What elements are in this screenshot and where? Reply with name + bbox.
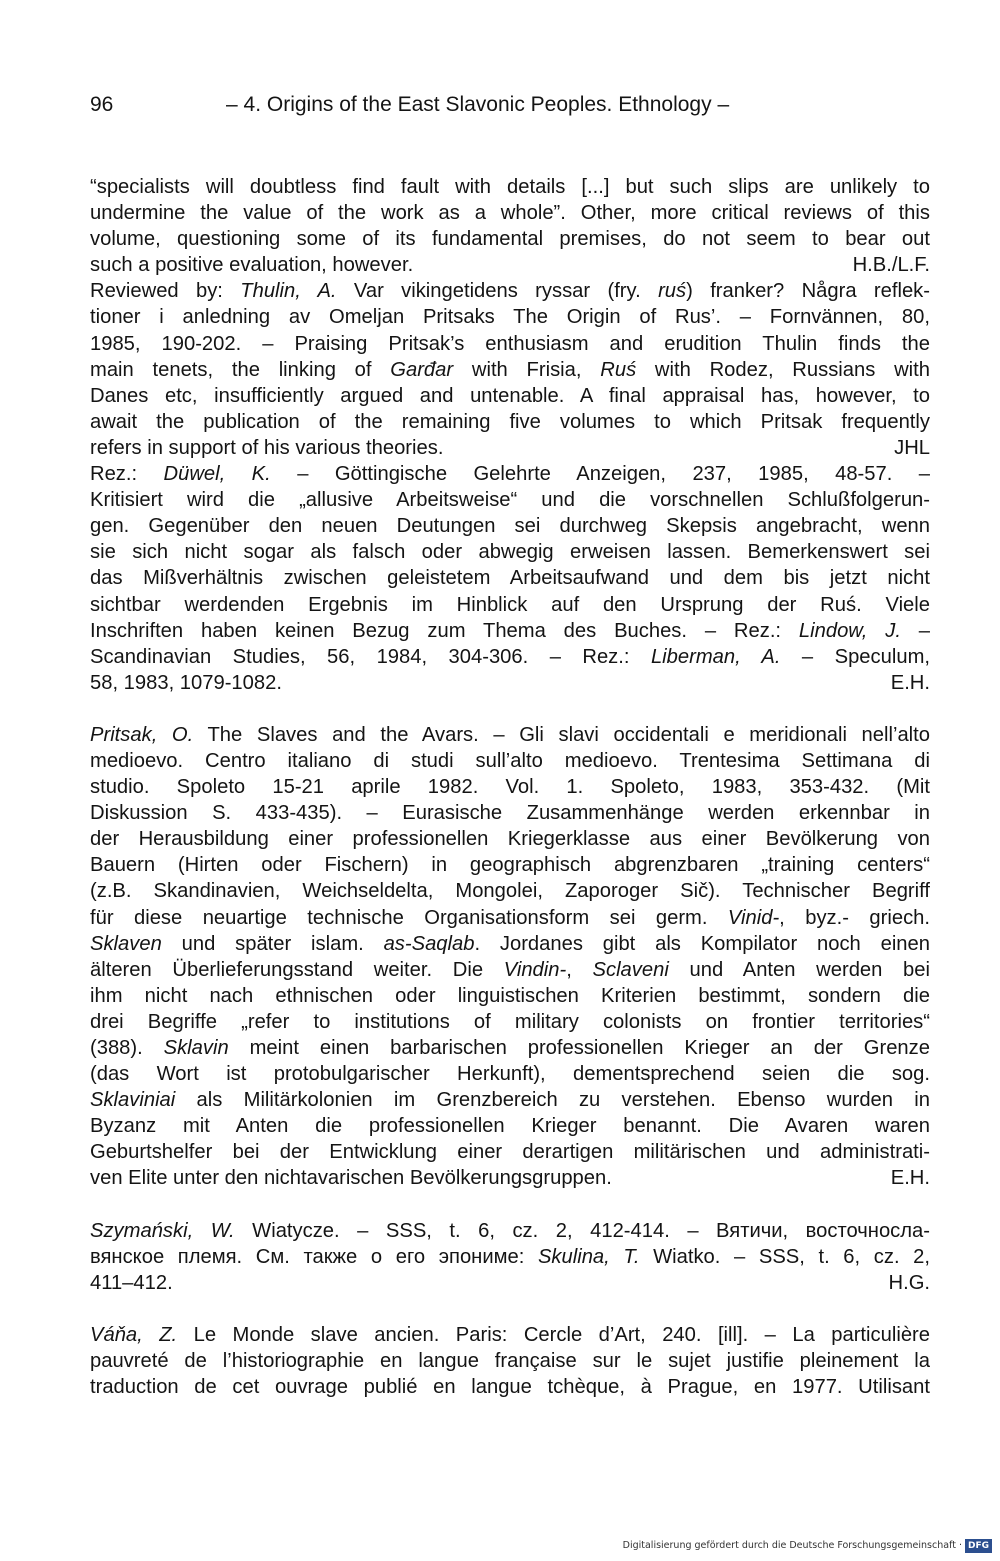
text-line xyxy=(90,722,930,748)
text-line xyxy=(90,618,930,644)
reviewer-name: Düwel, K. xyxy=(163,463,271,486)
author-name: Szymański, W. xyxy=(90,1219,235,1242)
text-line xyxy=(90,1244,930,1270)
text-line: drei Begriffe „refer to institutions of military colonists on frontier territories“ xyxy=(90,1010,930,1033)
text-line: Danes etc, insufficiently argued and untenable. A final appraisal has, however, to xyxy=(90,384,930,407)
text-line: ihm nicht nach ethnischen oder linguistischen Kriterien bestimmt, sondern die xyxy=(90,984,930,1007)
text-line: Byzanz mit Anten die professionellen Krieger benannt. Die Avaren waren xyxy=(90,1115,930,1138)
text-line: undermine the value of the work as a whole”. Other, more critical reviews of this xyxy=(90,202,930,225)
text-line xyxy=(90,357,930,383)
text-line xyxy=(90,905,930,931)
reviewer-initials: H.B./L.F. xyxy=(852,254,930,277)
text-line xyxy=(90,461,930,487)
text-fragment: Le Monde slave ancien. Paris: Cercle d’Art, 240. [ill]. – La particulière xyxy=(177,1323,930,1346)
text-fragment: meint einen barbarischen professionellen Krieger an der Grenze xyxy=(228,1037,930,1059)
bibliography-entry-szymanski-wiatycze xyxy=(90,1218,930,1296)
text-line: pauvreté de l’historiographie en langue française sur le sujet justifie pleinement la xyxy=(90,1349,930,1372)
text-fragment: als Militärkolonien im Grenzbereich zu verstehen. Ebenso wurden in xyxy=(175,1089,930,1112)
text-line: gen. Gegenüber den neuen Deutungen sei durchweg Skepsis angebracht, wenn xyxy=(90,515,930,538)
italic-term: Ruś xyxy=(600,358,637,381)
text-line: sie sich nicht sogar als falsch oder abwegig erweisen lassen. Bemerkenswert sei xyxy=(90,541,930,564)
author-name: Skulina, T. xyxy=(537,1245,640,1268)
text-line: der Herausbildung einer professionellen Kriegerklasse aus einer Bevölkerung von xyxy=(90,828,930,851)
text-line: (z.B. Skandinavien, Weichseldelta, Mongolei, Zaporoger Sič). Technischer Begriff xyxy=(90,880,930,903)
italic-term: Sclaveni xyxy=(592,958,669,981)
text-line: medioevo. Centro italiano di studi sull’alto medioevo. Trentesima Settimana di xyxy=(90,749,930,772)
text-fragment: Inschriften haben keinen Bezug zum Thema des Buches. – Rez.: xyxy=(90,619,799,642)
text-line: (das Wort ist protobulgarischer Herkunft), dementsprechend seien die sog. xyxy=(90,1063,930,1086)
text-fragment: Rez.: xyxy=(90,463,164,486)
digitization-footer xyxy=(623,1539,992,1553)
text-line xyxy=(90,1035,930,1061)
text-line: “specialists will doubtless find fault with details [...] but such slips are unlikely to xyxy=(90,176,930,198)
running-title: – 4. Origins of the East Slavonic Peoples. Ethnology – xyxy=(226,93,730,116)
text-fragment: Wiatko. – SSS, t. 6, cz. 2, xyxy=(639,1245,930,1268)
text-fragment: – Speculum, xyxy=(780,645,930,668)
author-name: Váňa, Z. xyxy=(90,1323,178,1346)
text-fragment: Var vikingetidens ryssar (fry. xyxy=(336,280,659,303)
text-line xyxy=(90,1165,930,1191)
text-line xyxy=(90,278,930,304)
text-fragment: вянское племя. См. также о его эпониме: xyxy=(90,1245,538,1268)
italic-term: Sklaviniai xyxy=(90,1089,176,1112)
text-line xyxy=(90,435,930,461)
reviewer-initials: H.G. xyxy=(888,1271,930,1294)
text-fragment: für diese neuartige technische Organisationsform sei germ. xyxy=(90,906,728,929)
text-fragment: with Rodez, Russians with xyxy=(636,358,930,381)
text-line: Bauern (Hirten oder Fischern) in geographisch abgrenzbaren „training centers“ xyxy=(90,854,930,877)
italic-term: Sklaven xyxy=(90,932,162,955)
text-fragment: , xyxy=(566,958,593,981)
text-line xyxy=(90,644,930,670)
text-fragment: The Slaves and the Avars. – Gli slavi occidentali e meridionali nell’alto xyxy=(193,723,930,746)
text-fragment: Wiatycze. – SSS, t. 6, cz. 2, 412-414. – Вятичи, восточносла- xyxy=(234,1219,930,1242)
text-line: await the publication of the remaining five volumes to which Pritsak frequently xyxy=(90,410,930,433)
text-line: traduction de cet ouvrage publié en langue tchèque, à Prague, en 1977. Utilisant xyxy=(90,1376,930,1399)
text-fragment: – Göttingische Gelehrte Anzeigen, 237, 1985, 48-57. – xyxy=(270,463,930,486)
text-line xyxy=(90,931,930,957)
text-line: das Mißverhältnis zwischen geleistetem Arbeitsaufwand und dem bis jetzt nicht xyxy=(90,567,930,590)
reviewer-initials: E.H. xyxy=(890,1167,930,1190)
text-line xyxy=(90,1270,930,1296)
text-line xyxy=(90,670,930,696)
text-line xyxy=(90,957,930,983)
italic-term: Garđar xyxy=(390,358,454,381)
dfg-logo: DFG xyxy=(965,1539,992,1553)
text-line: Kritisiert wird die „allusive Arbeitsweise“ und die vorschnellen Schlußfolgerun- xyxy=(90,489,930,512)
text-line-content: 411–412. xyxy=(90,1271,173,1294)
bibliography-entry-vana-monde-slave xyxy=(90,1322,930,1400)
footer-text: Digitalisierung gefördert durch die Deutsche Forschungsgemeinschaft · xyxy=(622,1540,962,1551)
entry-gap xyxy=(90,1296,930,1322)
text-fragment: älteren Überlieferungsstand weiter. Die xyxy=(90,958,504,981)
reviewer-initials: E.H. xyxy=(890,671,930,694)
text-line-content: 58, 1983, 1079-1082. xyxy=(90,671,282,694)
italic-term: as-Saqlab xyxy=(383,932,475,955)
text-fragment: (388). xyxy=(90,1037,164,1059)
text-fragment: . Jordanes gibt als Kompilator noch einen xyxy=(474,932,930,955)
text-line xyxy=(90,1087,930,1113)
italic-term: Sklavin xyxy=(163,1037,229,1059)
text-line xyxy=(90,252,930,278)
reviewer-name: Liberman, A. xyxy=(650,645,781,668)
italic-term: Vindin- xyxy=(503,958,567,981)
text-fragment: Scandinavian Studies, 56, 1984, 304-306. – Rez.: xyxy=(90,645,651,668)
text-line: Diskussion S. 433-435). – Eurasische Zusammenhänge werden erkennbar in xyxy=(90,802,930,825)
page-header xyxy=(90,88,920,122)
italic-term: ruś xyxy=(658,280,687,303)
text-line xyxy=(90,1218,930,1244)
italic-term: Vinid- xyxy=(727,906,780,929)
text-fragment: und Anten werden bei xyxy=(668,958,930,981)
text-fragment: und später islam. xyxy=(161,932,384,955)
review-entry-pritsak-origin-of-rus xyxy=(90,174,930,696)
text-fragment: – xyxy=(900,619,930,642)
text-line: volume, questioning some of its fundamental premises, do not seem to bear out xyxy=(90,228,930,251)
page-body xyxy=(90,174,930,1400)
page-number: 96 xyxy=(90,93,114,116)
text-line: studio. Spoleto 15-21 aprile 1982. Vol. 1. Spoleto, 1983, 353-432. (Mit xyxy=(90,776,930,799)
text-line: sichtbar werdenden Ergebnis im Hinblick auf den Ursprung der Ruś. Viele xyxy=(90,593,930,616)
reviewer-name: Lindow, J. xyxy=(798,619,901,642)
text-fragment: with Frisia, xyxy=(453,358,601,381)
text-fragment: , byz.- griech. xyxy=(779,906,930,929)
text-line-content: refers in support of his various theories. xyxy=(90,436,444,459)
text-line xyxy=(90,1322,930,1348)
text-fragment: ) franker? Några reflek- xyxy=(686,280,930,303)
text-line-content: ven Elite unter den nichtavarischen Bevölkerungsgruppen. xyxy=(90,1167,612,1190)
entry-gap xyxy=(90,1192,930,1218)
text-line: tioner i anledning av Omeljan Pritsaks The Origin of Rus’. – Fornvännen, 80, xyxy=(90,306,930,329)
text-line-content: such a positive evaluation, however. xyxy=(90,254,414,277)
text-line: 1985, 190-202. – Praising Pritsak’s enthusiasm and erudition Thulin finds the xyxy=(90,332,930,355)
reviewer-name: Thulin, A. xyxy=(240,280,337,303)
bibliography-entry-pritsak-slaves-avars xyxy=(90,722,930,1192)
reviewer-initials: JHL xyxy=(894,436,930,459)
text-fragment: main tenets, the linking of xyxy=(90,358,391,381)
text-line: Geburtshelfer bei der Entwicklung einer derartigen militärischen und administrati- xyxy=(90,1141,930,1164)
entry-gap xyxy=(90,696,930,722)
author-name: Pritsak, O. xyxy=(90,723,194,746)
text-fragment: Reviewed by: xyxy=(90,280,241,303)
